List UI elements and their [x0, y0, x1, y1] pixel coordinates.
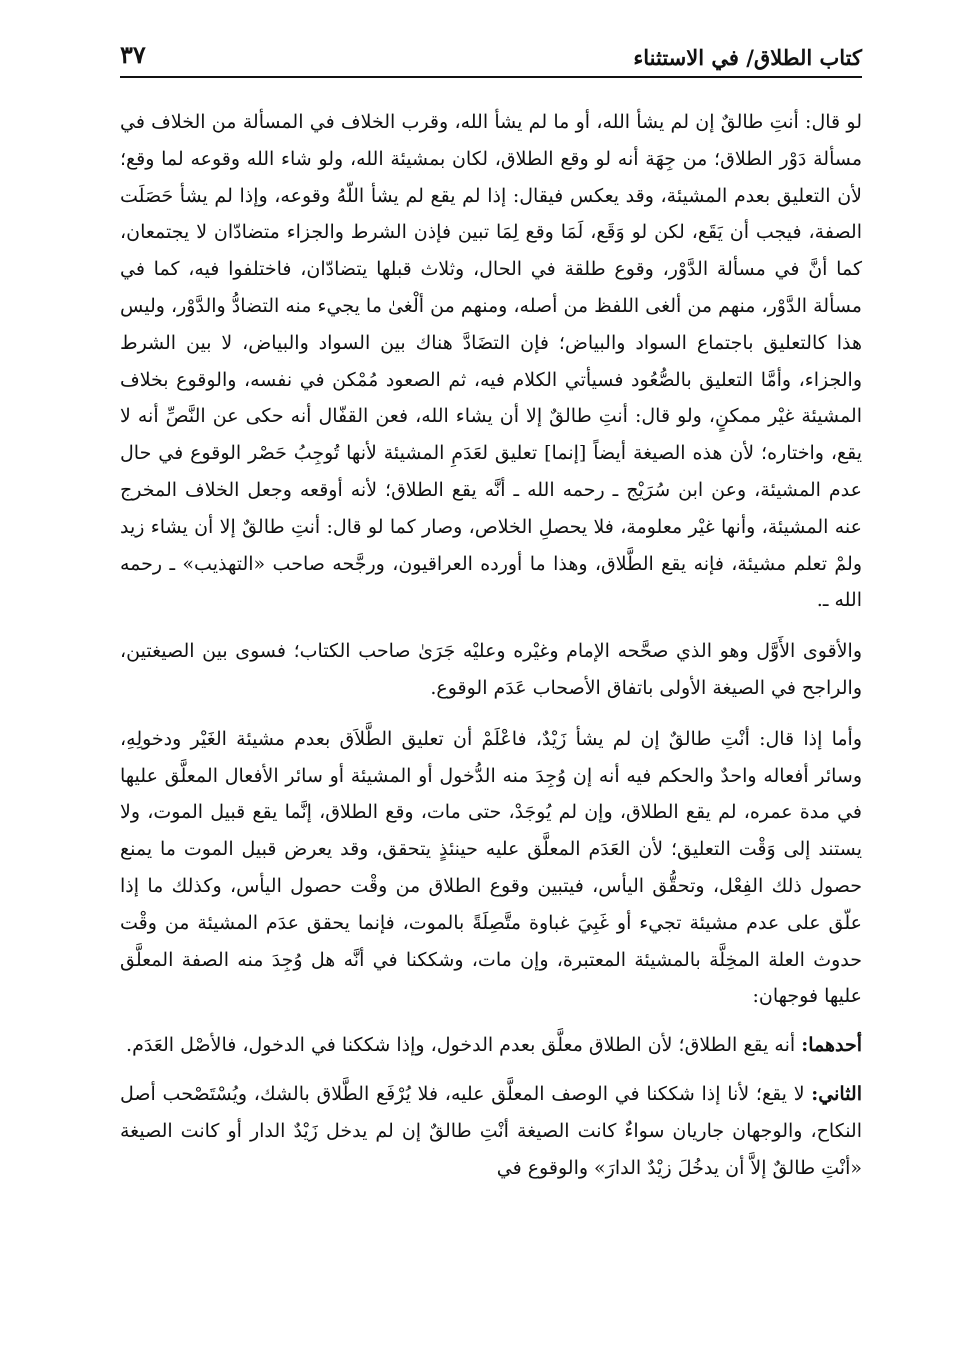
paragraph-4-text: أنه يقع الطلاق؛ لأن الطلاق معلَّق بعدم الدخول، وإذا شككنا في الدخول، فالأصْل العَدَم.: [126, 1034, 802, 1057]
chapter-title: كتاب الطلاق/ في الاستثناء: [633, 44, 862, 70]
page-body: [120, 104, 862, 1186]
paragraph-5: [120, 1076, 862, 1186]
page-number: ٣٧: [120, 40, 146, 70]
paragraph-5-label: الثاني:: [811, 1082, 862, 1105]
paragraph-5-text: لا يقع؛ لأنا إذا شككنا في الوصف المعلَّق عليه، فلا يُرْفَع الطَّلاق بالشك، ويُسْتَصْحب أصل النكاح، والوجهان جاريان سواءٌ كانت الصيغة أنْتِ طالقٌ إن لم يدخل زَيْدٌ الدار أو كانت الصيغة «أنْتِ طالقٌ إلاَّ أن يدخُلَ زيْدٌ الدارَ» والوقوع في: [120, 1082, 862, 1179]
paragraph-2: والأقوى الأَوَّل وهو الذي صحَّحه الإمام وغيْره وعليْه جَرَىٰ صاحب الكتاب؛ فسوى بين الصيغتين، والراجح في الصيغة الأولى باتفاق الأصحاب عَدَم الوقوع.: [120, 640, 862, 699]
paragraph-3: وأما إذا قال: أنْتِ طالقٌ إن لم يشأ زَيْدٌ، فاعْلَمْ أن تعليق الطَّلاَق بعدم مشيئة الغَيْر ودخولِهِ، وسائر أفعاله واحدٌ والحكم فيه أنه إن وُجِدَ منه الدُّخول أو المشيئة أو سائر الأفعال المعلَّق عليها في مدة عمره، لم يقع الطلاق، وإن لم يُوجَدْ، حتى مات، وقع الطلاق، إنَّما يقع قبيل الموت، ولا يستند إلى وَقْت التعليق؛ لأن العَدَم المعلَّق عليه حينئذٍ يتحقق، وقد يعرض قبيل الموت ما يمنع حصول ذلك الفِعْل، وتحقُّق اليأس، فيتبين وقوع الطلاق من وقْت حصول اليأس، وكذلك ما إذا علّق على عدم مشيئة تجيء أو غَبِيَ غباوة متَّصِلَةً بالموت، فإنما يحقق عدَم المشيئة من وقْت حدوث العلة المخِلَّة بالمشيئة المعتبرة، وإن مات، وشككنا في أنَّه هل وُجِدَ منه الصفة المعلَّق عليها فوجهان:: [120, 727, 862, 1008]
paragraph-4: [120, 1027, 862, 1064]
paragraph-4-label: أحدهما:: [801, 1034, 862, 1057]
page-header: [120, 30, 862, 70]
paragraph-1: لو قال: أنتِ طالقٌ إن لم يشأ الله، أو ما لم يشأ الله، وقرب الخلاف في المسألة من الخلاف في مسألة دَوْر الطلاق؛ من جِهَة أنه لو وقع الطلاق، لكان بمشيئة الله، ولو شاء الله وقوعه لما وقع؛ لأن التعليق بعدم المشيئة، وقد يعكس فيقال: إذا لم يقع لم يشأ اللّهُ وقوعه، وإذا لم يشأ حَصَلَت الصفة، فيجب أن يَقَع، لكن لو وَقَع، لَمَا وقع لِمَا تبين فإذن الشرط والجزاء متضادّان لا يجتمعان، كما أنَّ في مسألة الدَّوْر، وقوع طلقة في الحال، وثلاث قبلها يتضادّان، فاختلفوا فيه، كما في مسألة الدَّوْر، منهم من ألغى اللفظ من أصله، ومنهم من ألْغىٰ ما يجيء منه التضادُّ والدَّوْر، وليس هذا كالتعليق باجتماع السواد والبياض؛ فإن التضَادَّ هناك بين السواد والبياض، لا بين الشرط والجزاء، وأمَّا التعليق بالصُّعُود فسيأتي الكلام فيه، ثم الصعود مُمْكن في نفسه، والوقوع بخلاف المشيئة غيْر ممكنٍ، ولو قال: أنتِ طالقٌ إلا أن يشاء الله، فعن القفّال أنه حكى عن النَّصِّ أنه لا يقع، واختاره؛ لأن هذه الصيغة أيضاً [إنما] تعليق لعَدَمِ المشيئة لأنها تُوجِبُ حَصْر الوقوع في حال عدم المشيئة، وعن ابن سُرَيْج ـ رحمه الله ـ أنَّه يقع الطلاق؛ لأنه أوقعه وجعل الخلاف المخرج عنه المشيئة، وأنها غيْر معلومة، فلا يحصلِ الخلاص، وصار كما لو قال: أنتِ طالقٌ إلا أن يشاء زيد ولمْ تعلم مشيئة، فإنه يقع الطَّلاق، وهذا ما أورده العراقيون، ورجَّحه صاحب «التهذيب» ـ رحمه الله ـ.: [120, 111, 862, 612]
header-divider: [120, 76, 862, 78]
